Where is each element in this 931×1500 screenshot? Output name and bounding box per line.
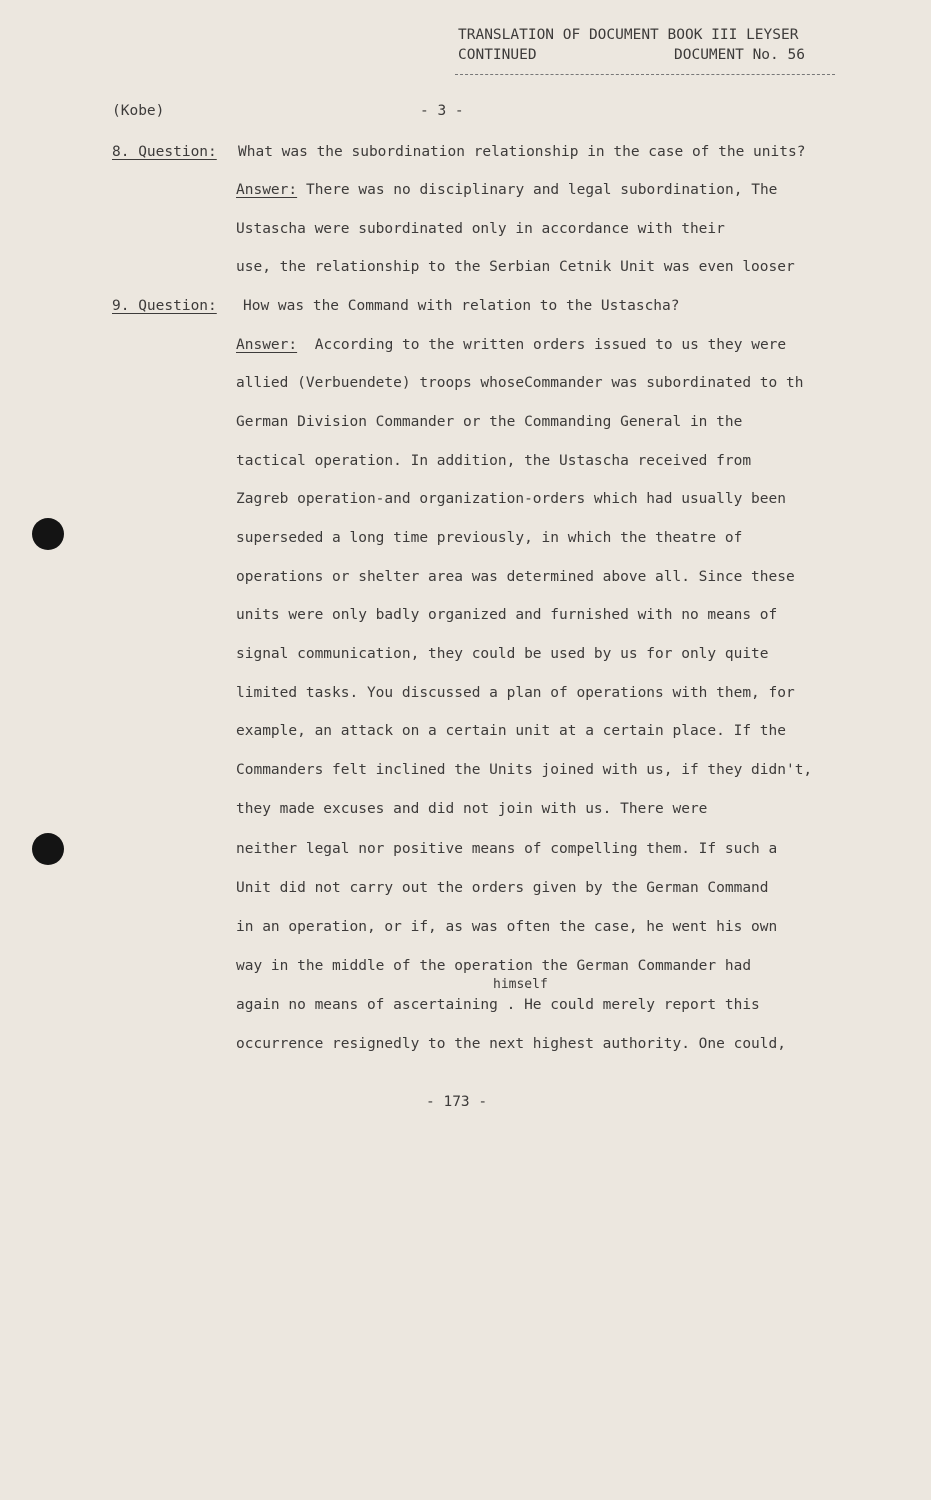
punch-hole-icon bbox=[32, 518, 64, 550]
header-document-number: DOCUMENT No. 56 bbox=[674, 47, 805, 63]
answer-9-line: tactical operation. In addition, the Ustascha received from bbox=[236, 453, 752, 469]
question-8-text: What was the subordination relationship in the case of the units? bbox=[238, 144, 806, 160]
answer-9-line: units were only badly organized and furnished with no means of bbox=[236, 607, 778, 623]
answer-9-line: According to the written orders issued to us they were bbox=[306, 337, 787, 353]
answer-8-line: Ustascha were subordinated only in accordance with their bbox=[236, 221, 725, 237]
answer-9-line: signal communication, they could be used by us for only quite bbox=[236, 646, 769, 662]
answer-9-line: operations or shelter area was determined above all. Since these bbox=[236, 569, 795, 585]
answer-9-line: they made excuses and did not join with us. There were bbox=[236, 801, 708, 817]
answer-9-line: occurrence resignedly to the next highest authority. One could, bbox=[236, 1036, 786, 1052]
answer-9-line: superseded a long time previously, in which the theatre of bbox=[236, 530, 743, 546]
question-9-text: How was the Command with relation to the Ustascha? bbox=[243, 298, 680, 314]
header-continued: CONTINUED bbox=[458, 47, 537, 63]
question-8-label: 8. Question: bbox=[112, 144, 217, 160]
answer-9-line: again no means of ascertaining . He could merely report this bbox=[236, 997, 760, 1013]
handwritten-insertion: himself bbox=[493, 977, 548, 992]
answer-9-line: way in the middle of the operation the German Commander had bbox=[236, 958, 752, 974]
answer-8-label: Answer: bbox=[236, 182, 298, 198]
answer-9-line: allied (Verbuendete) troops whoseCommander was subordinated to th bbox=[236, 375, 804, 391]
question-9-label: 9. Question: bbox=[112, 298, 217, 314]
witness-name: (Kobe) bbox=[112, 103, 165, 119]
answer-9-label: Answer: bbox=[236, 337, 298, 353]
header-divider bbox=[455, 74, 835, 75]
answer-9-line: neither legal nor positive means of compelling them. If such a bbox=[236, 841, 778, 857]
footer-page-number: - 173 - bbox=[426, 1094, 488, 1110]
punch-hole-icon bbox=[32, 833, 64, 865]
answer-9-line: in an operation, or if, as was often the case, he went his own bbox=[236, 919, 778, 935]
answer-9-line: Commanders felt inclined the Units joined with us, if they didn't, bbox=[236, 762, 813, 778]
answer-9-line: limited tasks. You discussed a plan of operations with them, for bbox=[236, 685, 795, 701]
answer-8-line: There was no disciplinary and legal subordination, The bbox=[306, 182, 778, 198]
answer-9-line: example, an attack on a certain unit at a certain place. If the bbox=[236, 723, 786, 739]
answer-9-line: Zagreb operation-and organization-orders which had usually been bbox=[236, 491, 786, 507]
answer-9-line: German Division Commander or the Commanding General in the bbox=[236, 414, 743, 430]
page-marker: - 3 - bbox=[420, 103, 464, 119]
answer-8-line: use, the relationship to the Serbian Cetnik Unit was even looser bbox=[236, 259, 795, 275]
header-title: TRANSLATION OF DOCUMENT BOOK III LEYSER bbox=[458, 27, 799, 43]
answer-9-line: Unit did not carry out the orders given by the German Command bbox=[236, 880, 769, 896]
